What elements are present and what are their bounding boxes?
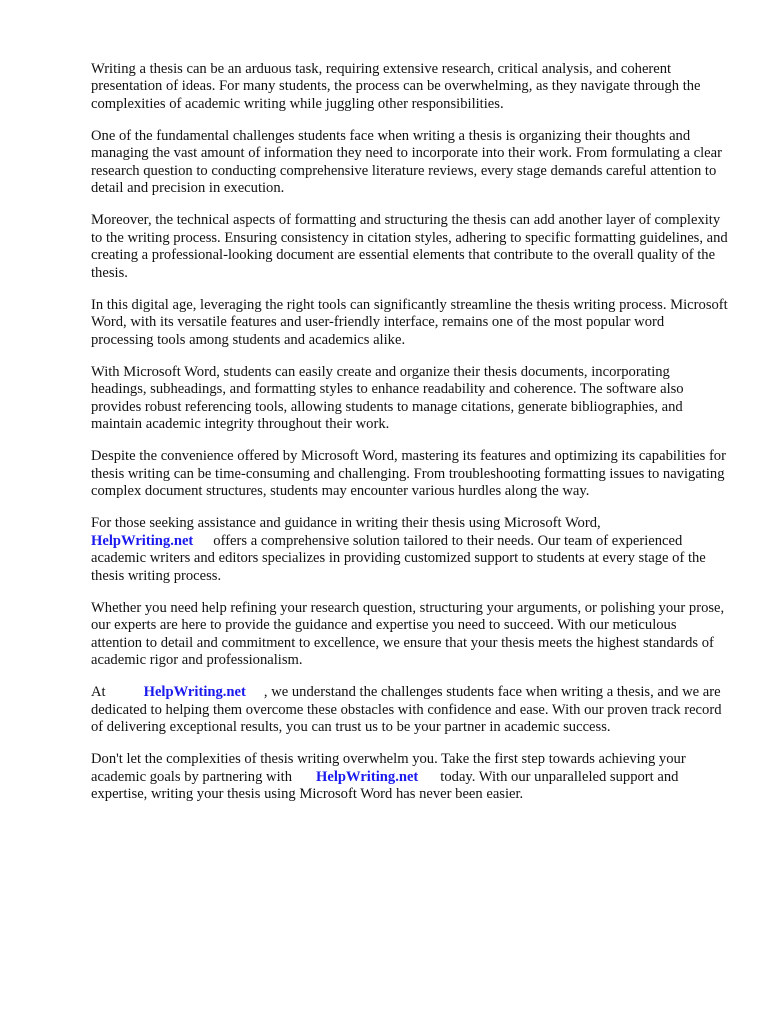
helpwriting-link-2[interactable]: HelpWriting.net: [143, 684, 246, 701]
paragraph-10: [91, 751, 728, 803]
paragraph-8: Whether you need help refining your research question, structuring your arguments, or polishing your prose, our experts are here to provide the guidance and expertise you need to succeed. With our meticulous attention to detail and commitment to excellence, we ensure that your thesis meets the highest standards of academic rigor and professionalism.: [91, 599, 725, 668]
paragraph-7-text-after: offers a comprehensive solution tailored to their needs. Our team of experienced academic writers and editors specializes in providing customized support to students at every stage of the thesis writing process.: [91, 532, 706, 584]
paragraph-7-text-before: For those seeking assistance and guidance in writing their thesis using Microsoft Word,: [91, 515, 601, 532]
paragraph-2: One of the fundamental challenges students face when writing a thesis is organizing their thoughts and managing the vast amount of information they need to incorporate into their work. From formulating a clear research question to conducting comprehensive literature reviews, every stage demands careful attention to detail and precision in execution.: [91, 128, 723, 197]
paragraph-6: Despite the convenience offered by Microsoft Word, mastering its features and optimizing its capabilities for thesis writing can be time-consuming and challenging. From troubleshooting formatting issues to navigating complex document structures, students may encounter various hurdles along the way.: [91, 448, 726, 500]
paragraph-1: Writing a thesis can be an arduous task, requiring extensive research, critical analysis, and coherent presentation of ideas. For many students, the process can be overwhelming, as they navigate through the complexities of academic writing while juggling other responsibilities.: [91, 61, 701, 112]
paragraph-4: In this digital age, leveraging the right tools can significantly streamline the thesis writing process. Microsoft Word, with its versatile features and user-friendly interface, remains one of the most popular word processing tools among students and academics alike.: [91, 296, 728, 348]
paragraph-7: [91, 515, 728, 585]
paragraph-9: [91, 684, 728, 736]
paragraph-3: Moreover, the technical aspects of formatting and structuring the thesis can add another layer of complexity to the writing process. Ensuring consistency in citation styles, adhering to specific formatting guidelines, and creating a professional-looking document are essential elements that contribute to the overall quality of the thesis.: [91, 212, 728, 281]
helpwriting-link-1[interactable]: HelpWriting.net: [91, 532, 194, 549]
helpwriting-link-3[interactable]: HelpWriting.net: [316, 768, 419, 785]
paragraph-9-text-before: At: [91, 684, 106, 701]
paragraph-5: With Microsoft Word, students can easily create and organize their thesis documents, incorporating headings, subheadings, and formatting styles to enhance readability and coherence. The software also provides robust referencing tools, allowing students to manage citations, generate bibliographies, and maintain academic integrity throughout their work.: [91, 363, 684, 433]
paragraph-9-text-after: , we understand the challenges students face when writing a thesis, and we are dedicated to helping them overcome these obstacles with confidence and ease. With our proven track record of delivering exceptional results, you can trust us to be your partner in academic success.: [91, 684, 722, 735]
paragraph-10-text-before: Don't let the complexities of thesis writing overwhelm you. Take the first step towards achieving your academic goals by partnering with: [91, 751, 686, 785]
paragraph-10-text-after: today. With our unparalleled support and expertise, writing your thesis using Microsoft Word has never been easier.: [91, 768, 679, 802]
